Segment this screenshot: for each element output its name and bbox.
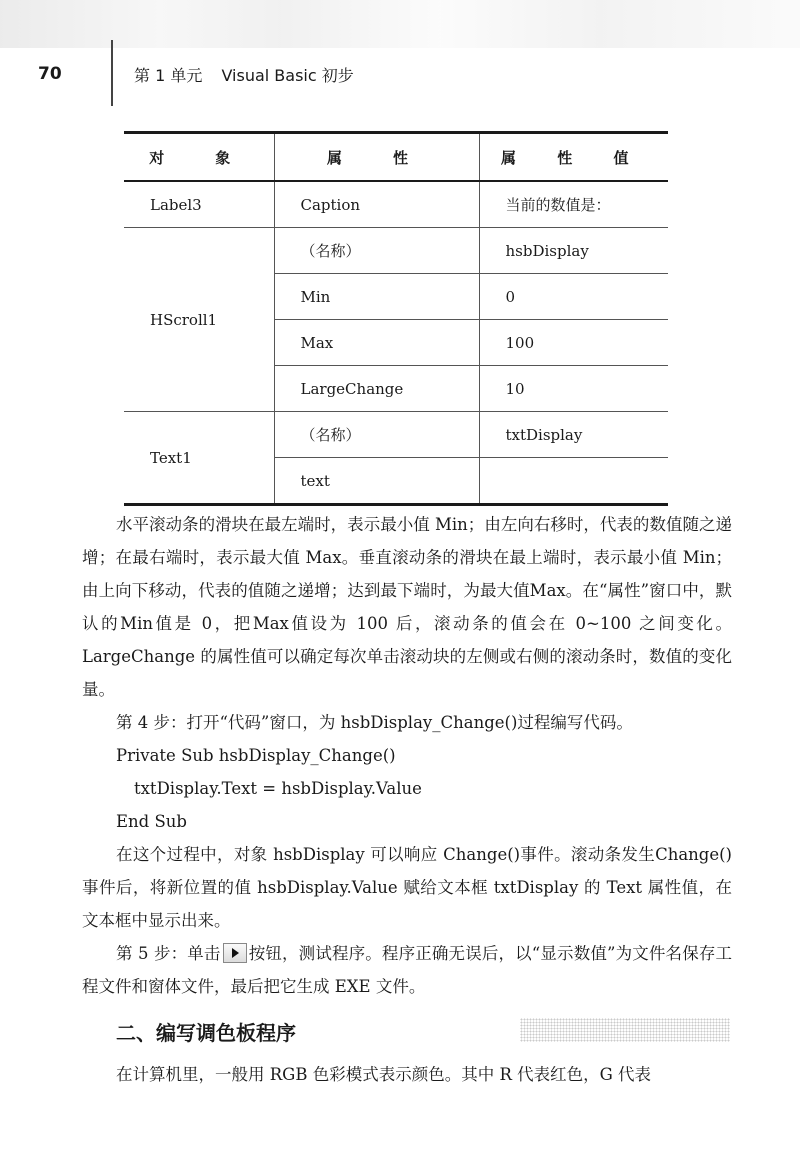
paragraph-change-event: 在这个过程中，对象 hsbDisplay 可以响应 Change()事件。滚动条发生Change()事件后，将新位置的值 hsbDisplay.Value 赋给文本框 txtDisplay 的 Text 属性值，在文本框中显示出来。 — [82, 845, 732, 930]
paragraph-scrollbar-explanation: 水平滚动条的滑块在最左端时，表示最小值 Min；由左向右移时，代表的数值随之递增；在最右端时，表示最大值 Max。垂直滚动条的滑块在最上端时，表示最小值 Min；由上向下移动，代表的值随之递增；达到最下端时，为最大值Max。在“属性”窗口中，默认的Min值是 0，把Max值设为 100 后，滚动条的值会在 0~100 之间变化。LargeChange 的属性值可以确定每次单击滚动块的左侧或右侧的滚动条时，数值的变化量。 — [82, 515, 732, 699]
value-cell — [479, 458, 668, 505]
page-number: 70 — [38, 64, 62, 84]
object-cell: Label3 — [124, 181, 274, 228]
value-cell: 当前的数值是： — [479, 181, 668, 228]
section-heading: 二、编写调色板程序 — [116, 1021, 296, 1045]
header-divider — [111, 40, 113, 106]
value-cell: txtDisplay — [479, 412, 668, 458]
property-cell: text — [274, 458, 479, 505]
object-cell: Text1 — [124, 412, 274, 505]
paragraph-rgb: 在计算机里，一般用 RGB 色彩模式表示颜色。其中 R 代表红色，G 代表 — [116, 1065, 652, 1084]
value-cell: 100 — [479, 320, 668, 366]
step-5-rest: 按钮，测试程序。程序正确无误后，以“显示数值”为文件名保存工程文件和窗体文件，最后把它生成 EXE 文件。 — [82, 944, 732, 996]
running-head — [134, 63, 354, 86]
property-cell: Min — [274, 274, 479, 320]
run-button-icon — [223, 943, 247, 963]
step-5-lead: 第 5 步：单击 — [116, 944, 221, 963]
properties-table — [124, 131, 668, 506]
chapter-label: 第 1 单元 — [134, 66, 203, 85]
property-cell: Max — [274, 320, 479, 366]
property-cell: Caption — [274, 181, 479, 228]
step-4: 第 4 步：打开“代码”窗口，为 hsbDisplay_Change()过程编写代码。 — [116, 713, 633, 732]
header-property: 属 性 — [274, 133, 479, 182]
value-cell: 10 — [479, 366, 668, 412]
code-line: End Sub — [116, 812, 187, 831]
table-row — [124, 181, 668, 228]
table-row — [124, 412, 668, 458]
value-cell: 0 — [479, 274, 668, 320]
header-value: 属 性 值 — [479, 133, 668, 182]
property-cell: LargeChange — [274, 366, 479, 412]
code-line: txtDisplay.Text = hsbDisplay.Value — [134, 779, 422, 798]
section-heading-band — [520, 1018, 730, 1042]
chapter-title: Visual Basic 初步 — [221, 66, 354, 85]
body-text — [82, 508, 732, 1003]
table-row — [124, 228, 668, 274]
property-cell: （名称） — [274, 228, 479, 274]
scan-edge — [0, 0, 800, 48]
value-cell: hsbDisplay — [479, 228, 668, 274]
step-5 — [82, 937, 732, 1003]
property-cell: （名称） — [274, 412, 479, 458]
object-cell: HScroll1 — [124, 228, 274, 412]
table-header-row — [124, 133, 668, 182]
body-text-bottom — [82, 1058, 732, 1091]
code-line: Private Sub hsbDisplay_Change() — [116, 746, 396, 765]
header-object: 对 象 — [124, 133, 274, 182]
